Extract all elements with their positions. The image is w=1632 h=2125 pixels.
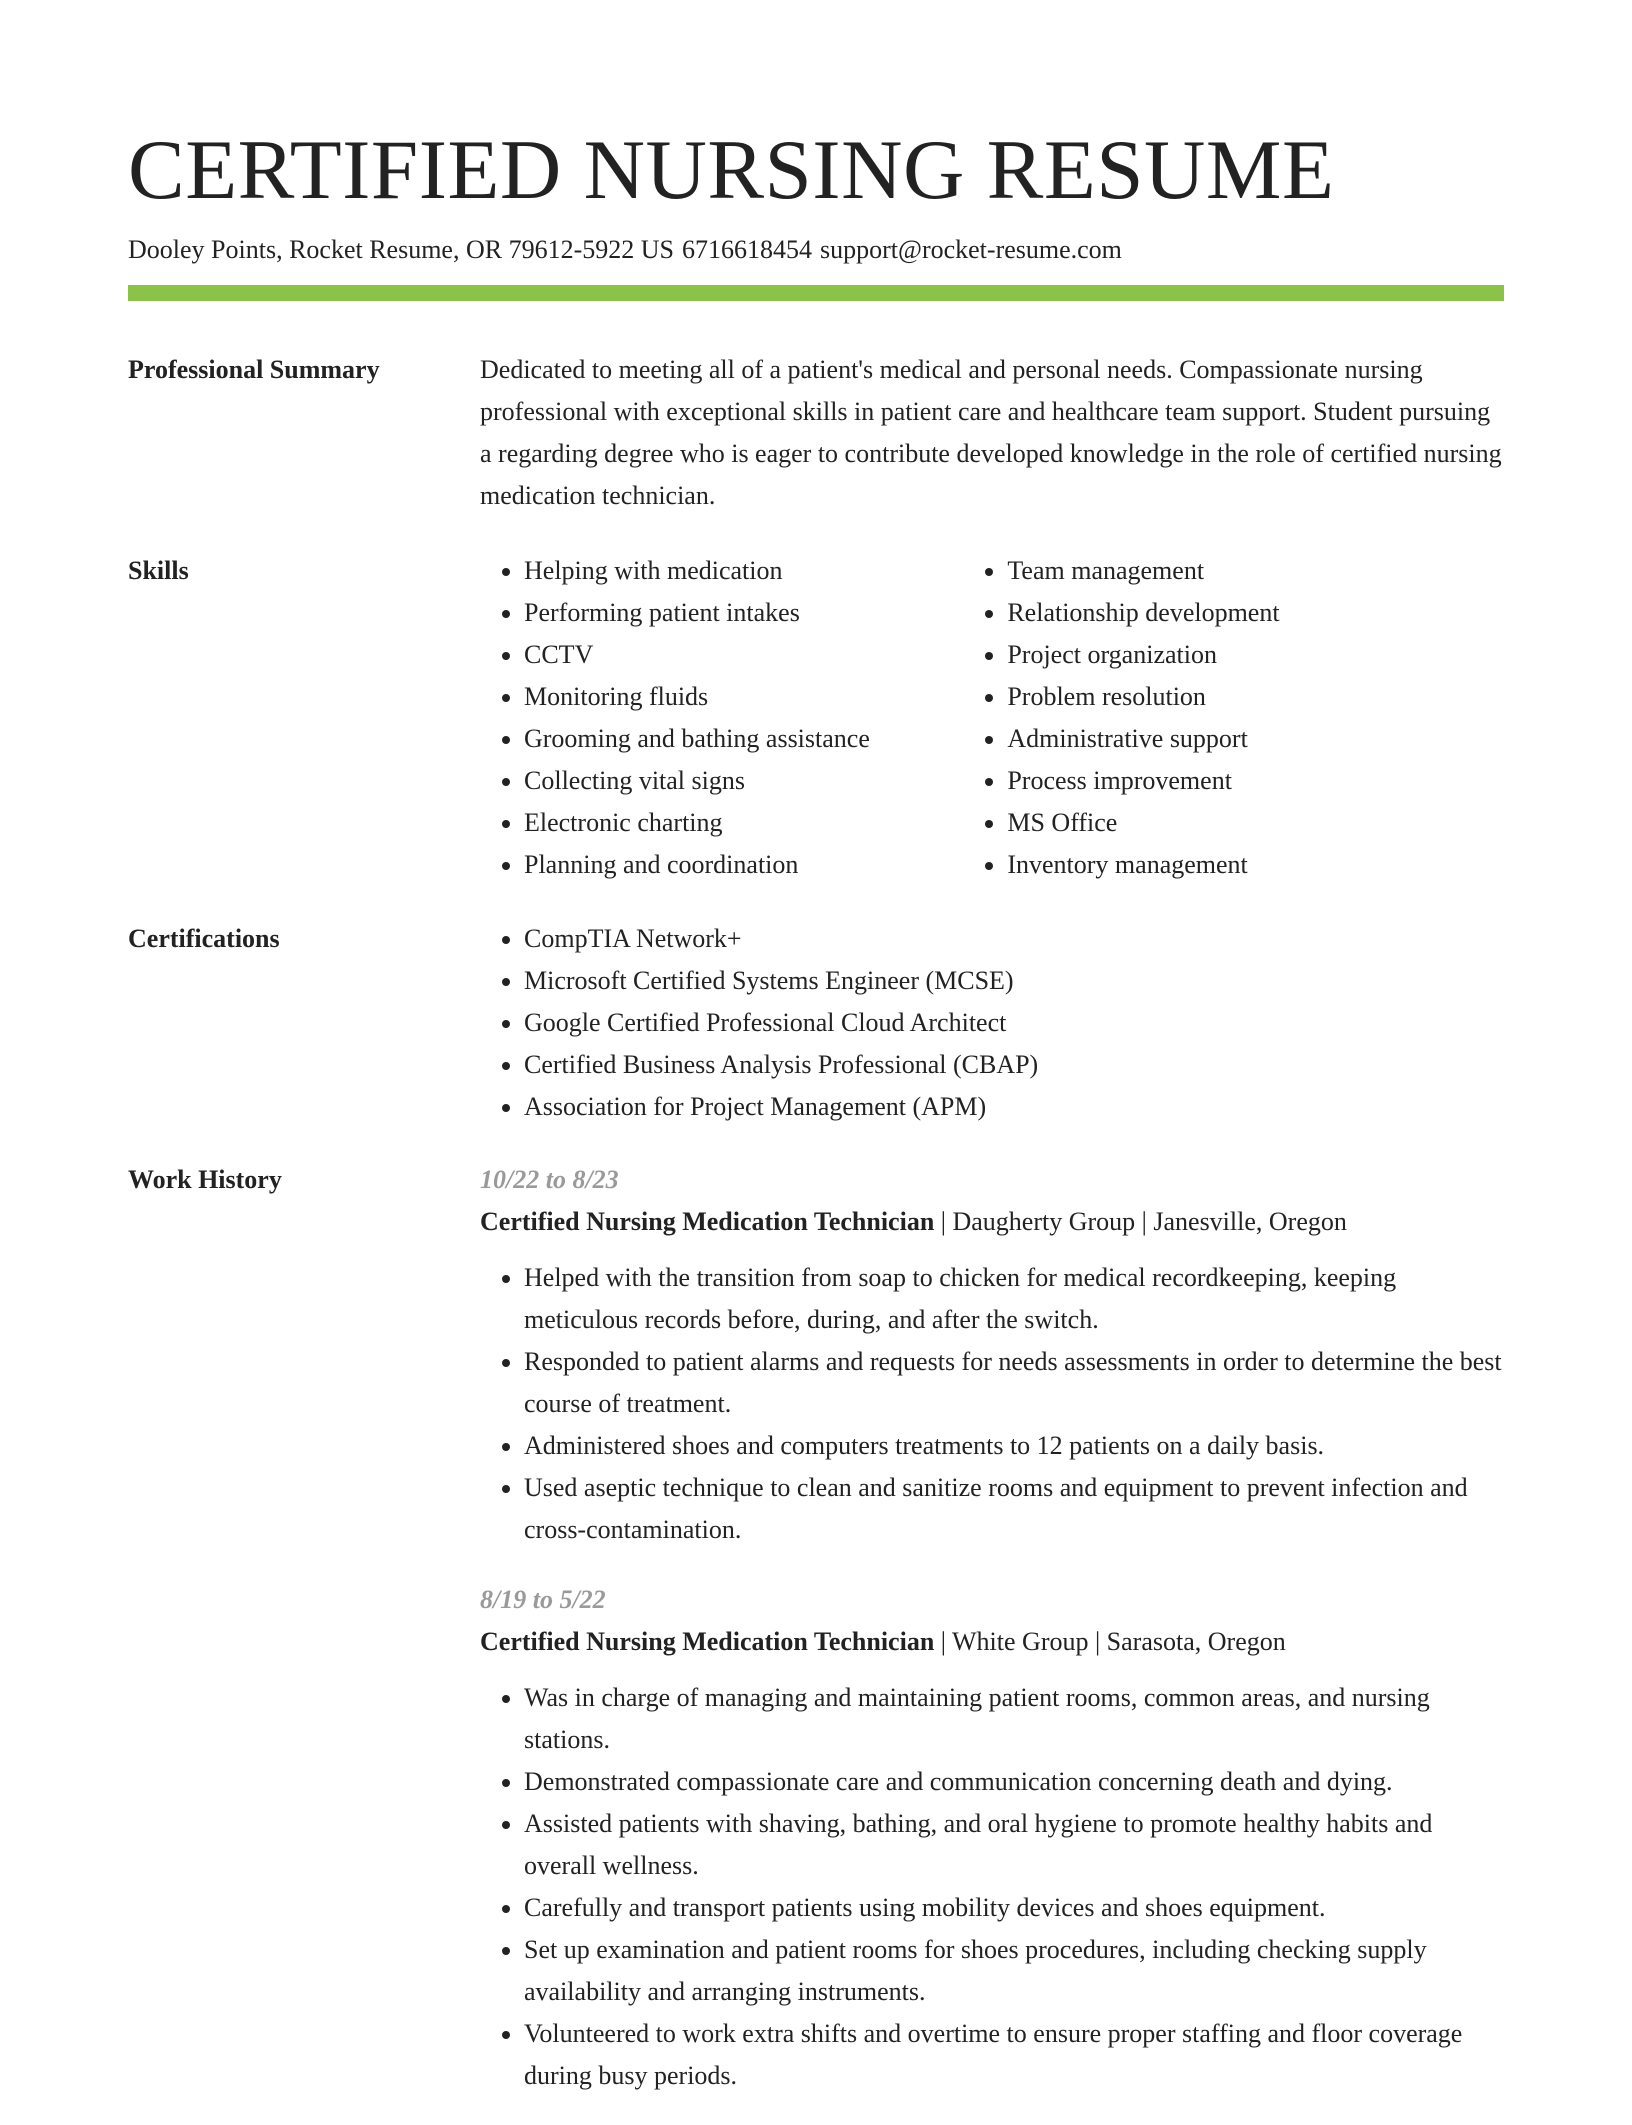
certification-item: • Google Certified Professional Cloud Architect bbox=[524, 1002, 1504, 1044]
job-title: Certified Nursing Medication Technician bbox=[480, 1627, 935, 1656]
skills-body bbox=[480, 550, 1504, 886]
job-duty-item: • Demonstrated compassionate care and communication concerning death and dying. bbox=[524, 1761, 1504, 1803]
contact-address: Dooley Points, Rocket Resume, OR 79612-5922 US bbox=[128, 235, 674, 264]
job-duty-item: • Responded to patient alarms and requests for needs assessments in order to determine the best course of treatment. bbox=[524, 1341, 1504, 1425]
certification-item: • CompTIA Network+ bbox=[524, 918, 1504, 960]
work-history-body bbox=[480, 1159, 1504, 2125]
contact-phone: 6716618454 bbox=[682, 235, 812, 264]
skill-item: • Performing patient intakes bbox=[524, 592, 963, 634]
certification-item: • Microsoft Certified Systems Engineer (MCSE) bbox=[524, 960, 1504, 1002]
skill-item: • Helping with medication bbox=[524, 550, 963, 592]
skills-columns bbox=[480, 550, 1504, 886]
summary-heading: Professional Summary bbox=[128, 355, 380, 384]
job-company-location: | White Group | Sarasota, Oregon bbox=[934, 1627, 1286, 1656]
skill-item: • Electronic charting bbox=[524, 802, 963, 844]
skill-item: • Project organization bbox=[1007, 634, 1504, 676]
skills-heading: Skills bbox=[128, 556, 189, 585]
skill-item: • Inventory management bbox=[1007, 844, 1504, 886]
resume-title: CERTIFIED NURSING RESUME bbox=[128, 123, 1335, 217]
summary-text: Dedicated to meeting all of a patient's medical and personal needs. Compassionate nursing professional with exceptional skills in patient care and healthcare team support. Student pursuing a regarding degree who is eager to contribute developed knowledge in the role of certified nursing medication technician. bbox=[480, 355, 1502, 510]
certification-item: • Certified Business Analysis Professional (CBAP) bbox=[524, 1044, 1504, 1086]
job-duty-item: • Volunteered to work extra shifts and overtime to ensure proper staffing and floor coverage during busy periods. bbox=[524, 2013, 1504, 2097]
job-duty-item: • Helped with the transition from soap to chicken for medical recordkeeping, keeping meticulous records before, during, and after the switch. bbox=[524, 1257, 1504, 1341]
skill-item: • Process improvement bbox=[1007, 760, 1504, 802]
skill-item: • Collecting vital signs bbox=[524, 760, 963, 802]
job-duty-item: • Administered shoes and computers treatments to 12 patients on a daily basis. bbox=[524, 1425, 1504, 1467]
job-title: Certified Nursing Medication Technician bbox=[480, 1207, 935, 1236]
job-entry bbox=[480, 1579, 1504, 2097]
skill-item: • Relationship development bbox=[1007, 592, 1504, 634]
certifications-list bbox=[480, 918, 1504, 1128]
job-duty-item: • Was in charge of managing and maintaining patient rooms, common areas, and nursing stations. bbox=[524, 1677, 1504, 1761]
work-history-heading: Work History bbox=[128, 1165, 282, 1194]
job-duties-list bbox=[480, 1677, 1504, 2097]
job-duty-item: • Used aseptic technique to clean and sanitize rooms and equipment to prevent infection and cross-contamination. bbox=[524, 1467, 1504, 1551]
certifications-heading: Certifications bbox=[128, 924, 280, 953]
skill-item: • MS Office bbox=[1007, 802, 1504, 844]
certification-item: • Association for Project Management (APM) bbox=[524, 1086, 1504, 1128]
skill-item: • Team management bbox=[1007, 550, 1504, 592]
skill-item: • Problem resolution bbox=[1007, 676, 1504, 718]
contact-line bbox=[128, 232, 1122, 268]
job-dates: 8/19 to 5/22 bbox=[480, 1585, 606, 1614]
job-duty-item: • Set up examination and patient rooms for shoes procedures, including checking supply availability and arranging instruments. bbox=[524, 1929, 1504, 2013]
skill-item: • Planning and coordination bbox=[524, 844, 963, 886]
skill-item: • Grooming and bathing assistance bbox=[524, 718, 963, 760]
certifications-body bbox=[480, 918, 1504, 1128]
contact-email: support@rocket-resume.com bbox=[820, 235, 1122, 264]
accent-divider bbox=[128, 285, 1504, 301]
job-header bbox=[480, 1621, 1504, 1663]
job-entry bbox=[480, 1159, 1504, 1551]
job-duties-list bbox=[480, 1257, 1504, 1551]
job-dates: 10/22 to 8/23 bbox=[480, 1165, 619, 1194]
skill-item: • Administrative support bbox=[1007, 718, 1504, 760]
summary-body bbox=[480, 349, 1504, 517]
skills-list-left bbox=[480, 550, 963, 886]
skills-list-right bbox=[963, 550, 1504, 886]
job-duty-item: • Assisted patients with shaving, bathing, and oral hygiene to promote healthy habits and overall wellness. bbox=[524, 1803, 1504, 1887]
skill-item: • CCTV bbox=[524, 634, 963, 676]
job-header bbox=[480, 1201, 1504, 1243]
skill-item: • Monitoring fluids bbox=[524, 676, 963, 718]
job-duty-item: • Carefully and transport patients using mobility devices and shoes equipment. bbox=[524, 1887, 1504, 1929]
job-company-location: | Daugherty Group | Janesville, Oregon bbox=[934, 1207, 1347, 1236]
